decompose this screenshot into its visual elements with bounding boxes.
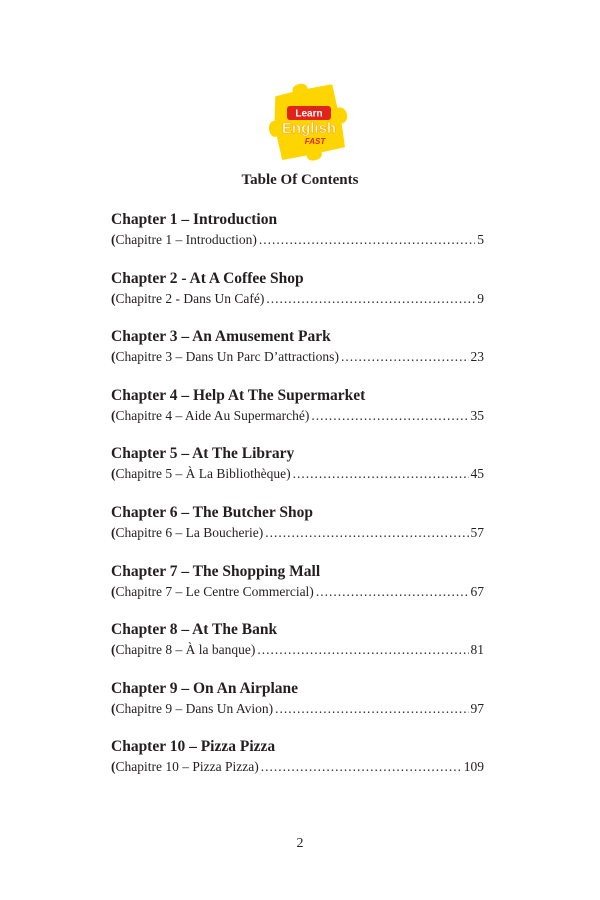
chapter-subtitle-line	[111, 406, 484, 426]
chapter-subtitle-line	[111, 757, 484, 777]
logo-text-english: English	[281, 120, 337, 137]
chapter-page-number: 45	[470, 466, 484, 482]
toc-entry-list	[111, 210, 484, 796]
open-parenthesis: (	[111, 290, 116, 306]
chapter-subtitle-line	[111, 347, 484, 367]
chapter-subtitle-line	[111, 523, 484, 543]
chapter-subtitle: Chapitre 4 – Aide Au Supermarché)	[115, 407, 310, 423]
dot-leader	[265, 523, 468, 543]
open-parenthesis: (	[111, 349, 116, 365]
chapter-subtitle-line	[111, 699, 484, 719]
logo-text-learn: Learn	[295, 108, 323, 120]
chapter-title: Chapter 3 – An Amusement Park	[111, 328, 331, 346]
chapter-subtitle-line	[111, 582, 484, 602]
dot-leader	[261, 757, 462, 777]
dot-leader	[257, 640, 468, 660]
chapter-title: Chapter 9 – On An Airplane	[111, 679, 299, 697]
toc-entry	[111, 386, 484, 445]
open-parenthesis: (	[111, 466, 116, 482]
chapter-title: Chapter 7 – The Shopping Mall	[111, 562, 321, 580]
chapter-subtitle-line	[111, 289, 484, 309]
chapter-title: Chapter 5 – At The Library	[111, 445, 295, 463]
dot-leader	[259, 230, 475, 250]
chapter-page-number: 9	[477, 290, 484, 306]
dot-leader	[293, 464, 469, 484]
dot-leader	[341, 347, 469, 367]
chapter-title: Chapter 1 – Introduction	[111, 211, 278, 228]
open-parenthesis: (	[111, 700, 116, 716]
toc-entry	[111, 503, 484, 562]
open-parenthesis: (	[111, 232, 116, 247]
chapter-title: Chapter 6 – The Butcher Shop	[111, 503, 313, 521]
chapter-page-number: 67	[470, 583, 484, 599]
chapter-title: Chapter 4 – Help At The Supermarket	[111, 386, 366, 404]
chapter-subtitle: Chapitre 9 – Dans Un Avion)	[115, 700, 274, 716]
open-parenthesis: (	[111, 583, 116, 599]
table-of-contents-title: Table Of Contents	[241, 172, 359, 188]
chapter-subtitle: Chapitre 2 - Dans Un Café)	[115, 290, 265, 306]
puzzle-piece-icon	[265, 78, 351, 164]
chapter-title: Chapter 2 - At A Coffee Shop	[111, 269, 304, 287]
toc-entry	[111, 269, 484, 328]
chapter-subtitle: Chapitre 6 – La Boucherie)	[115, 524, 264, 540]
chapter-page-number: 57	[470, 524, 484, 540]
chapter-subtitle-line	[111, 640, 484, 660]
logo-text-fast: FAST	[304, 137, 326, 146]
chapter-page-number: 109	[463, 759, 484, 775]
chapter-title: Chapter 8 – At The Bank	[111, 621, 278, 639]
toc-entry	[111, 562, 484, 621]
dot-leader	[316, 582, 469, 602]
chapter-subtitle-line	[111, 464, 484, 484]
open-parenthesis: (	[111, 407, 116, 423]
learn-english-fast-logo	[265, 78, 351, 164]
dot-leader	[266, 289, 475, 309]
chapter-subtitle: Chapitre 7 – Le Centre Commercial)	[115, 583, 314, 599]
toc-entry	[111, 737, 484, 796]
dot-leader	[311, 406, 468, 426]
chapter-page-number: 81	[470, 642, 484, 658]
toc-entry	[111, 327, 484, 386]
chapter-page-number: 5	[477, 232, 484, 247]
open-parenthesis: (	[111, 759, 116, 775]
open-parenthesis: (	[111, 524, 116, 540]
toc-entry	[111, 679, 484, 738]
chapter-title: Chapter 10 – Pizza Pizza	[111, 738, 276, 756]
chapter-page-number: 35	[470, 407, 484, 423]
chapter-subtitle: Chapitre 8 – À la banque)	[115, 642, 256, 658]
chapter-subtitle: Chapitre 3 – Dans Un Parc D’attractions)	[115, 349, 339, 365]
chapter-page-number: 97	[470, 700, 484, 716]
toc-entry	[111, 210, 484, 269]
chapter-subtitle: Chapitre 10 – Pizza Pizza)	[115, 759, 259, 775]
chapter-page-number: 23	[470, 349, 484, 365]
chapter-subtitle: Chapitre 5 – À La Bibliothèque)	[115, 466, 291, 482]
dot-leader	[275, 699, 468, 719]
toc-entry	[111, 444, 484, 503]
chapter-subtitle: Chapitre 1 – Introduction)	[115, 232, 257, 247]
chapter-subtitle-line	[111, 230, 484, 250]
page-number: 2	[296, 836, 304, 851]
open-parenthesis: (	[111, 642, 116, 658]
toc-entry	[111, 620, 484, 679]
